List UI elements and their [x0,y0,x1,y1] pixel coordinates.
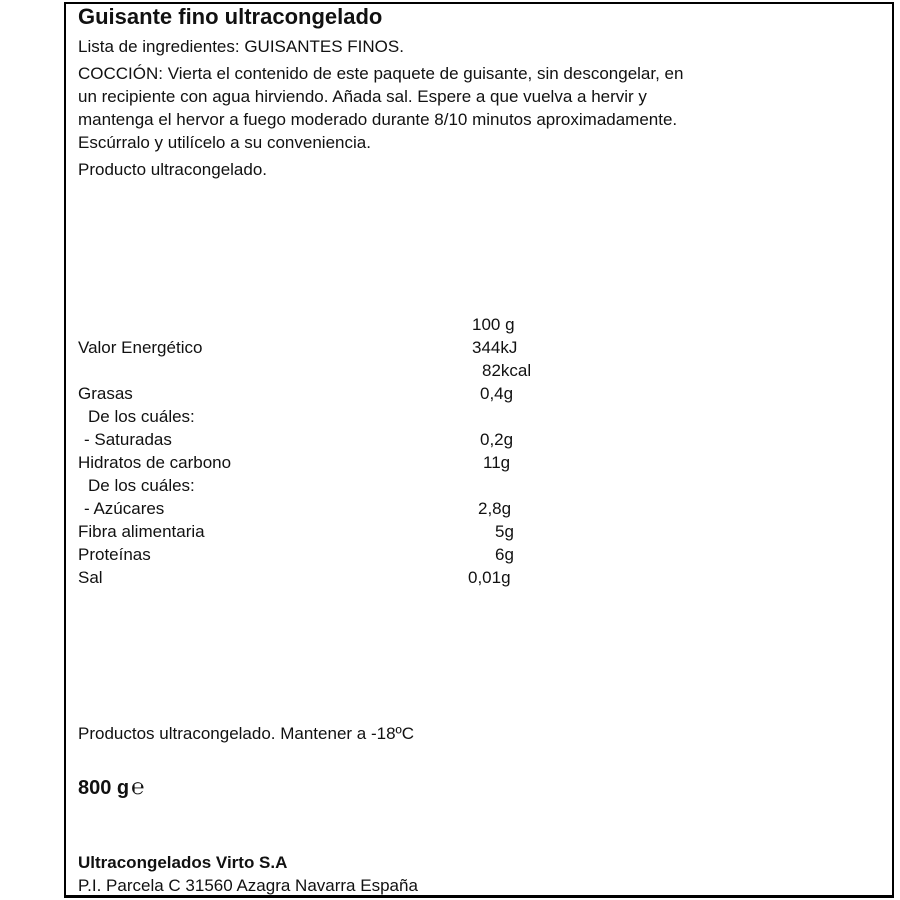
estimated-sign-icon: ℮ [131,774,145,799]
nutrition-label-saturated: - Saturadas [84,430,172,449]
energy-kcal-value: 82kcal [482,361,532,380]
energy-label: Valor Energético [78,338,203,357]
cooking-line: Escúrralo y utilícelo a su conveniencia. [78,133,371,152]
storage-instructions: Productos ultracongelado. Mantener a -18ºC [78,724,415,743]
nutrition-label-carbs: Hidratos de carbono [78,453,232,472]
cooking-line: COCCIÓN: Vierta el contenido de este paquete de guisante, sin descongelar, en [78,64,684,83]
product-title: Guisante fino ultracongelado [78,4,383,29]
cooking-line: mantenga el hervor a fuego moderado durante 8/10 minutos aproximadamente. [78,110,678,129]
frozen-note: Producto ultracongelado. [78,160,268,179]
nutrition-label-carbs-sub: De los cuáles: [88,476,195,495]
nutrition-label-salt: Sal [78,568,103,587]
energy-kj-value: 344kJ [472,338,518,357]
nutrition-label-fat-sub: De los cuáles: [88,407,195,426]
nutrition-label-fat: Grasas [78,384,133,403]
net-weight-value: 800 g [78,777,130,799]
nutrition-value-salt: 0,01g [468,568,511,587]
nutrition-value-protein: 6g [495,545,514,564]
nutrition-value-sugars: 2,8g [478,499,512,518]
nutrition-value-fat: 0,4g [480,384,514,403]
company-address: P.I. Parcela C 31560 Azagra Navarra España [78,876,418,895]
nutrition-label-sugars: - Azúcares [84,499,165,518]
nutrition-value-carbs: 11g [483,453,511,472]
cooking-line: un recipiente con agua hirviendo. Añada sal. Espere a que vuelva a hervir y [78,87,647,106]
company-name: Ultracongelados Virto S.A [78,853,288,872]
nutrition-label-protein: Proteínas [78,545,151,564]
cooking-instructions [78,62,683,154]
ingredients-list: Lista de ingredientes: GUISANTES FINOS. [78,37,404,56]
nutrition-value-fiber: 5g [495,522,514,541]
net-weight [78,774,144,801]
nutrition-label-fiber: Fibra alimentaria [78,522,205,541]
nutrition-header: 100 g [472,315,515,334]
nutrition-value-saturated: 0,2g [480,430,514,449]
